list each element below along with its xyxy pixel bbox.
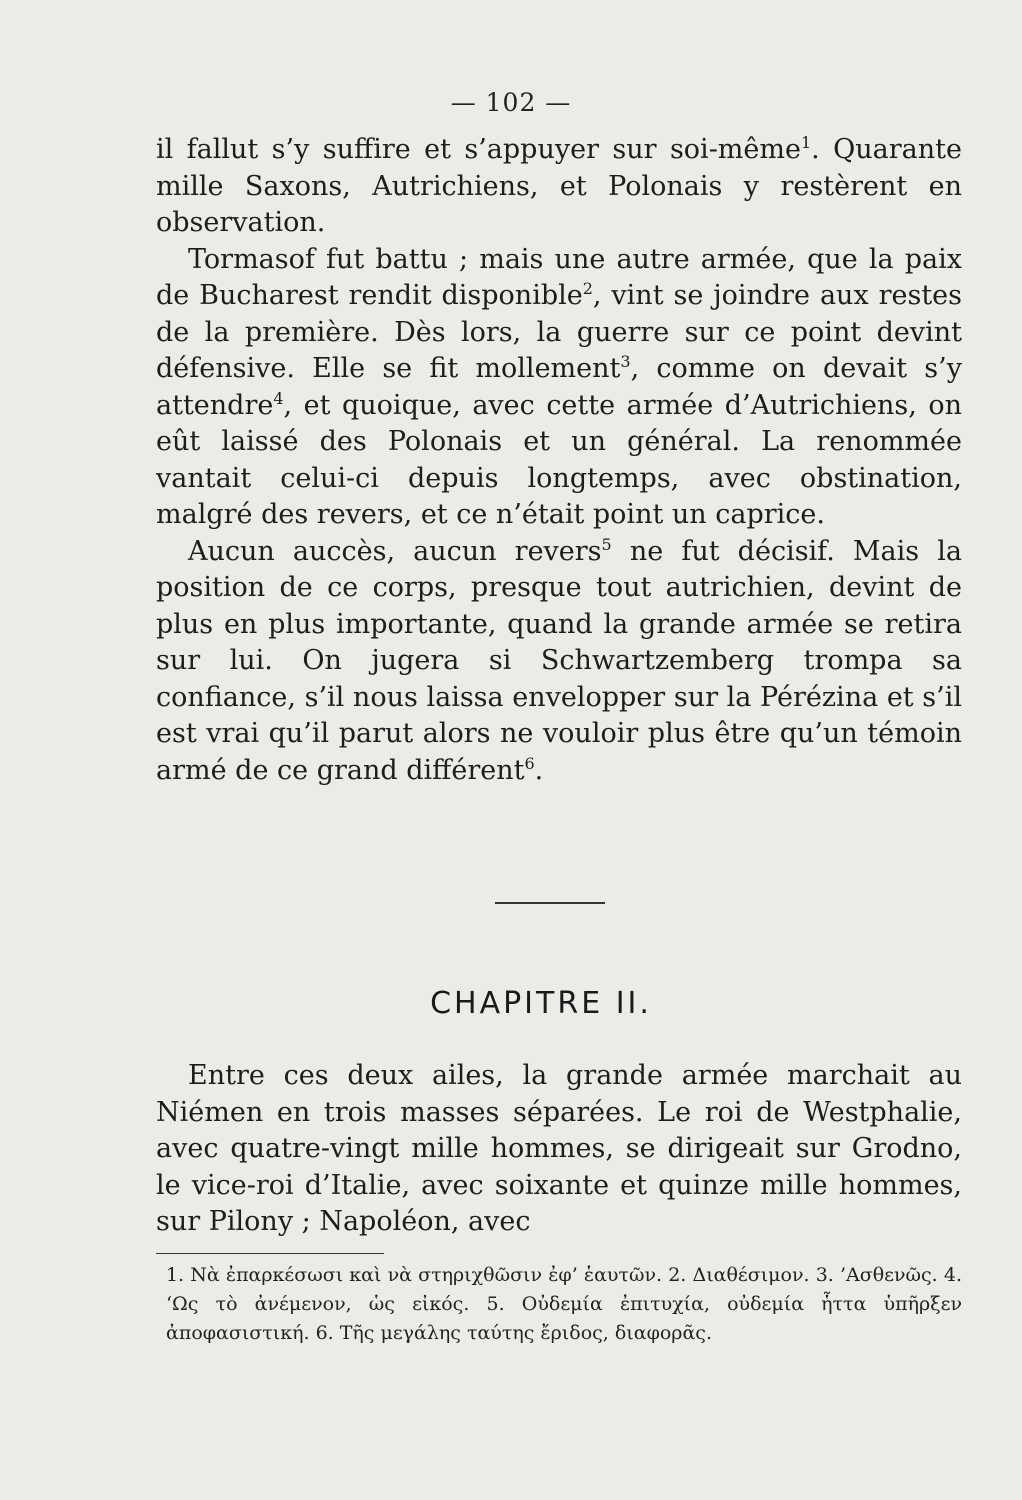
footnotes bbox=[166, 1261, 962, 1348]
main-text-block bbox=[156, 132, 962, 789]
paragraph-2-text-d: , et quoique, avec cette armée d’Autrichiens, on eût laissé des Polonais et un général. La renommée vantait celui-ci depuis longtemps, avec obstination, malgré des revers, et ce n’était point un caprice. bbox=[156, 389, 962, 530]
paragraph-1 bbox=[156, 132, 962, 242]
chapter-text-block bbox=[156, 1058, 962, 1241]
paragraph-1-text-b: . Quarante mille Saxons, Autrichiens, et Polonais y restèrent en observation. bbox=[156, 134, 963, 238]
chapter-title: CHAPITRE II. bbox=[430, 986, 652, 1021]
footnote-ref-5: 5 bbox=[601, 534, 612, 554]
paragraph-3-text-a: Aucun auccès, aucun revers bbox=[188, 535, 602, 567]
footnote-ref-4: 4 bbox=[273, 388, 284, 408]
footnote-divider bbox=[156, 1253, 384, 1254]
footnote-text: 1. Νὰ ἐπαρκέσωσι καὶ νὰ στηριχθῶσιν ἐφ’ ἑαυτῶν. 2. Διαθέσιμον. 3. ’Ασθενῶς. 4. ‘Ως τὸ ἀνέμενον, ὡς εἰκός. 5. Οὐδεμία ἐπιτυχία, οὐδεμία ἧττα ὑπῆρξεν ἀποφασιστική. 6. Τῆς μεγάλης ταύτης ἔριδος, διαφορᾶς. bbox=[166, 1264, 962, 1344]
page-number: — 102 — bbox=[450, 88, 572, 117]
paragraph-2-text-b: , vint se joindre aux restes de la première. Dès lors, la guerre sur ce point devint défensive. Elle se fit mollement bbox=[156, 280, 963, 384]
paragraph-2-text-c: , comme on devait s’y attendre bbox=[156, 353, 962, 421]
footnote-ref-2: 2 bbox=[582, 279, 593, 298]
paragraph-3-text-c: . bbox=[534, 754, 544, 786]
footnote-ref-3: 3 bbox=[620, 352, 631, 371]
footnote-ref-1: 1 bbox=[800, 133, 812, 152]
paragraph-3 bbox=[156, 534, 962, 790]
footnote-ref-6: 6 bbox=[524, 753, 535, 773]
paragraph-1-text-a: il fallut s’y suffire et s’appuyer sur soi-même bbox=[156, 134, 801, 165]
chapter-paragraph: Entre ces deux ailes, la grande armée marchait au Niémen en trois masses séparées. Le roi de Westphalie, avec quatre-vingt mille hommes, se dirigeait sur Grodno, le vice-roi d’Italie, avec soixante et quinze mille hommes, sur Pilony ; Napoléon, avec bbox=[156, 1060, 962, 1237]
paragraph-2 bbox=[156, 242, 962, 534]
paragraph-3-text-b: ne fut décisif. Mais la position de ce corps, presque tout autrichien, devint de plus en plus importante, quand la grande armée se retira sur lui. On jugera si Schwartzemberg trompa sa confiance, s’il nous laissa envelopper sur la Pérézina et s’il est vrai qu’il parut alors ne vouloir plus être qu’un témoin armé de ce grand différent bbox=[156, 535, 962, 786]
paragraph-2-text-a: Tormasof fut battu ; mais une autre armée, que la paix de Bucharest rendit disponible bbox=[156, 243, 962, 311]
section-divider bbox=[495, 902, 605, 904]
